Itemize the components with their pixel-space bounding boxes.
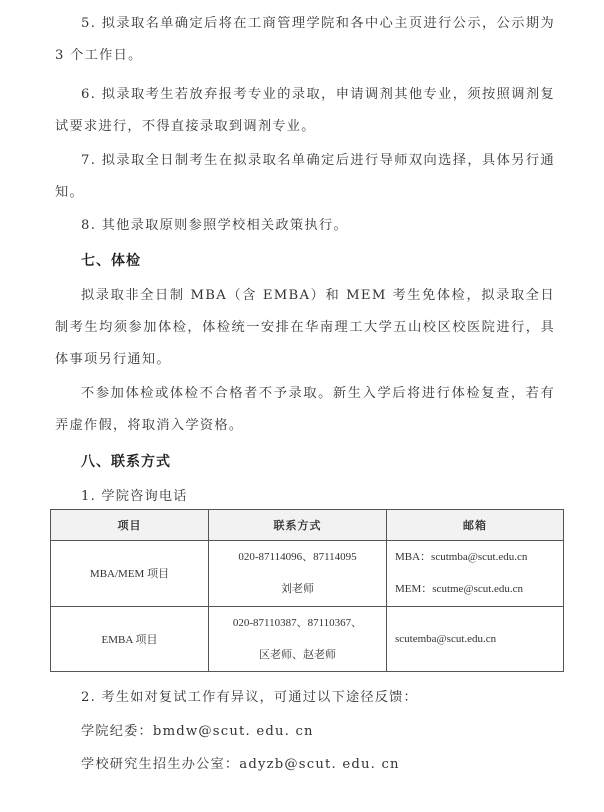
project-cell: MBA/MEM 项目 [51, 541, 209, 607]
column-header-email: 邮箱 [387, 510, 564, 541]
paragraph-item-8: 8. 其他录取原则参照学校相关政策执行。 [81, 218, 348, 233]
email-address-mba[interactable]: MBA：scutmba@scut.edu.cn [395, 551, 528, 564]
physical-exam-paragraph: 拟录取非全日制 MBA（含 EMBA）和 MEM 考生免体检，拟录取全日制考生均须参加体检，体检统一安排在华南理工大学五山校区校医院进行，具体事项另行通知。 [55, 288, 555, 367]
email-cell [387, 606, 564, 672]
column-header-contact: 联系方式 [209, 510, 387, 541]
phone-cell [209, 606, 387, 672]
feedback-email-college[interactable]: 学院纪委：bmdw@scut. edu. cn [81, 724, 314, 739]
phone-numbers: 020-87114096、87114095 [238, 551, 357, 564]
paragraph-item-5: 5. 拟录取名单确定后将在工商管理学院和各中心主页进行公示，公示期为 3 个工作日。 [55, 16, 555, 63]
project-cell: EMBA 项目 [51, 606, 209, 672]
table-row [51, 541, 564, 607]
paragraph-item-7: 7. 拟录取全日制考生在拟录取名单确定后进行导师双向选择，具体另行通知。 [55, 153, 555, 200]
section-heading-contact: 八、联系方式 [81, 454, 171, 470]
email-address-emba[interactable]: scutemba@scut.edu.cn [395, 632, 497, 645]
email-cell [387, 541, 564, 607]
physical-exam-disqualify-paragraph: 不参加体检或体检不合格者不予录取。新生入学后将进行体检复查，若有弄虚作假，将取消入学资格。 [55, 386, 555, 433]
section-heading-physical-exam: 七、体检 [81, 253, 141, 269]
contact-table [50, 509, 564, 672]
phone-cell [209, 541, 387, 607]
email-address-mem[interactable]: MEM：scutme@scut.edu.cn [395, 583, 524, 596]
phone-numbers: 020-87110387、87110367、 [232, 616, 363, 629]
table-header-row [51, 510, 564, 541]
contact-person: 区老师、赵老师 [259, 648, 336, 661]
feedback-email-admissions[interactable]: 学校研究生招生办公室：adyzb@scut. edu. cn [81, 757, 400, 772]
consult-phone-label: 1. 学院咨询电话 [81, 489, 188, 504]
contact-person: 刘老师 [281, 583, 314, 596]
paragraph-item-6: 6. 拟录取考生若放弃报考专业的录取，申请调剂其他专业，须按照调剂复试要求进行，不得直接录取到调剂专业。 [55, 87, 555, 134]
feedback-intro: 2. 考生如对复试工作有异议，可通过以下途径反馈： [81, 690, 418, 705]
column-header-project: 项目 [51, 510, 209, 541]
table-row [51, 606, 564, 672]
